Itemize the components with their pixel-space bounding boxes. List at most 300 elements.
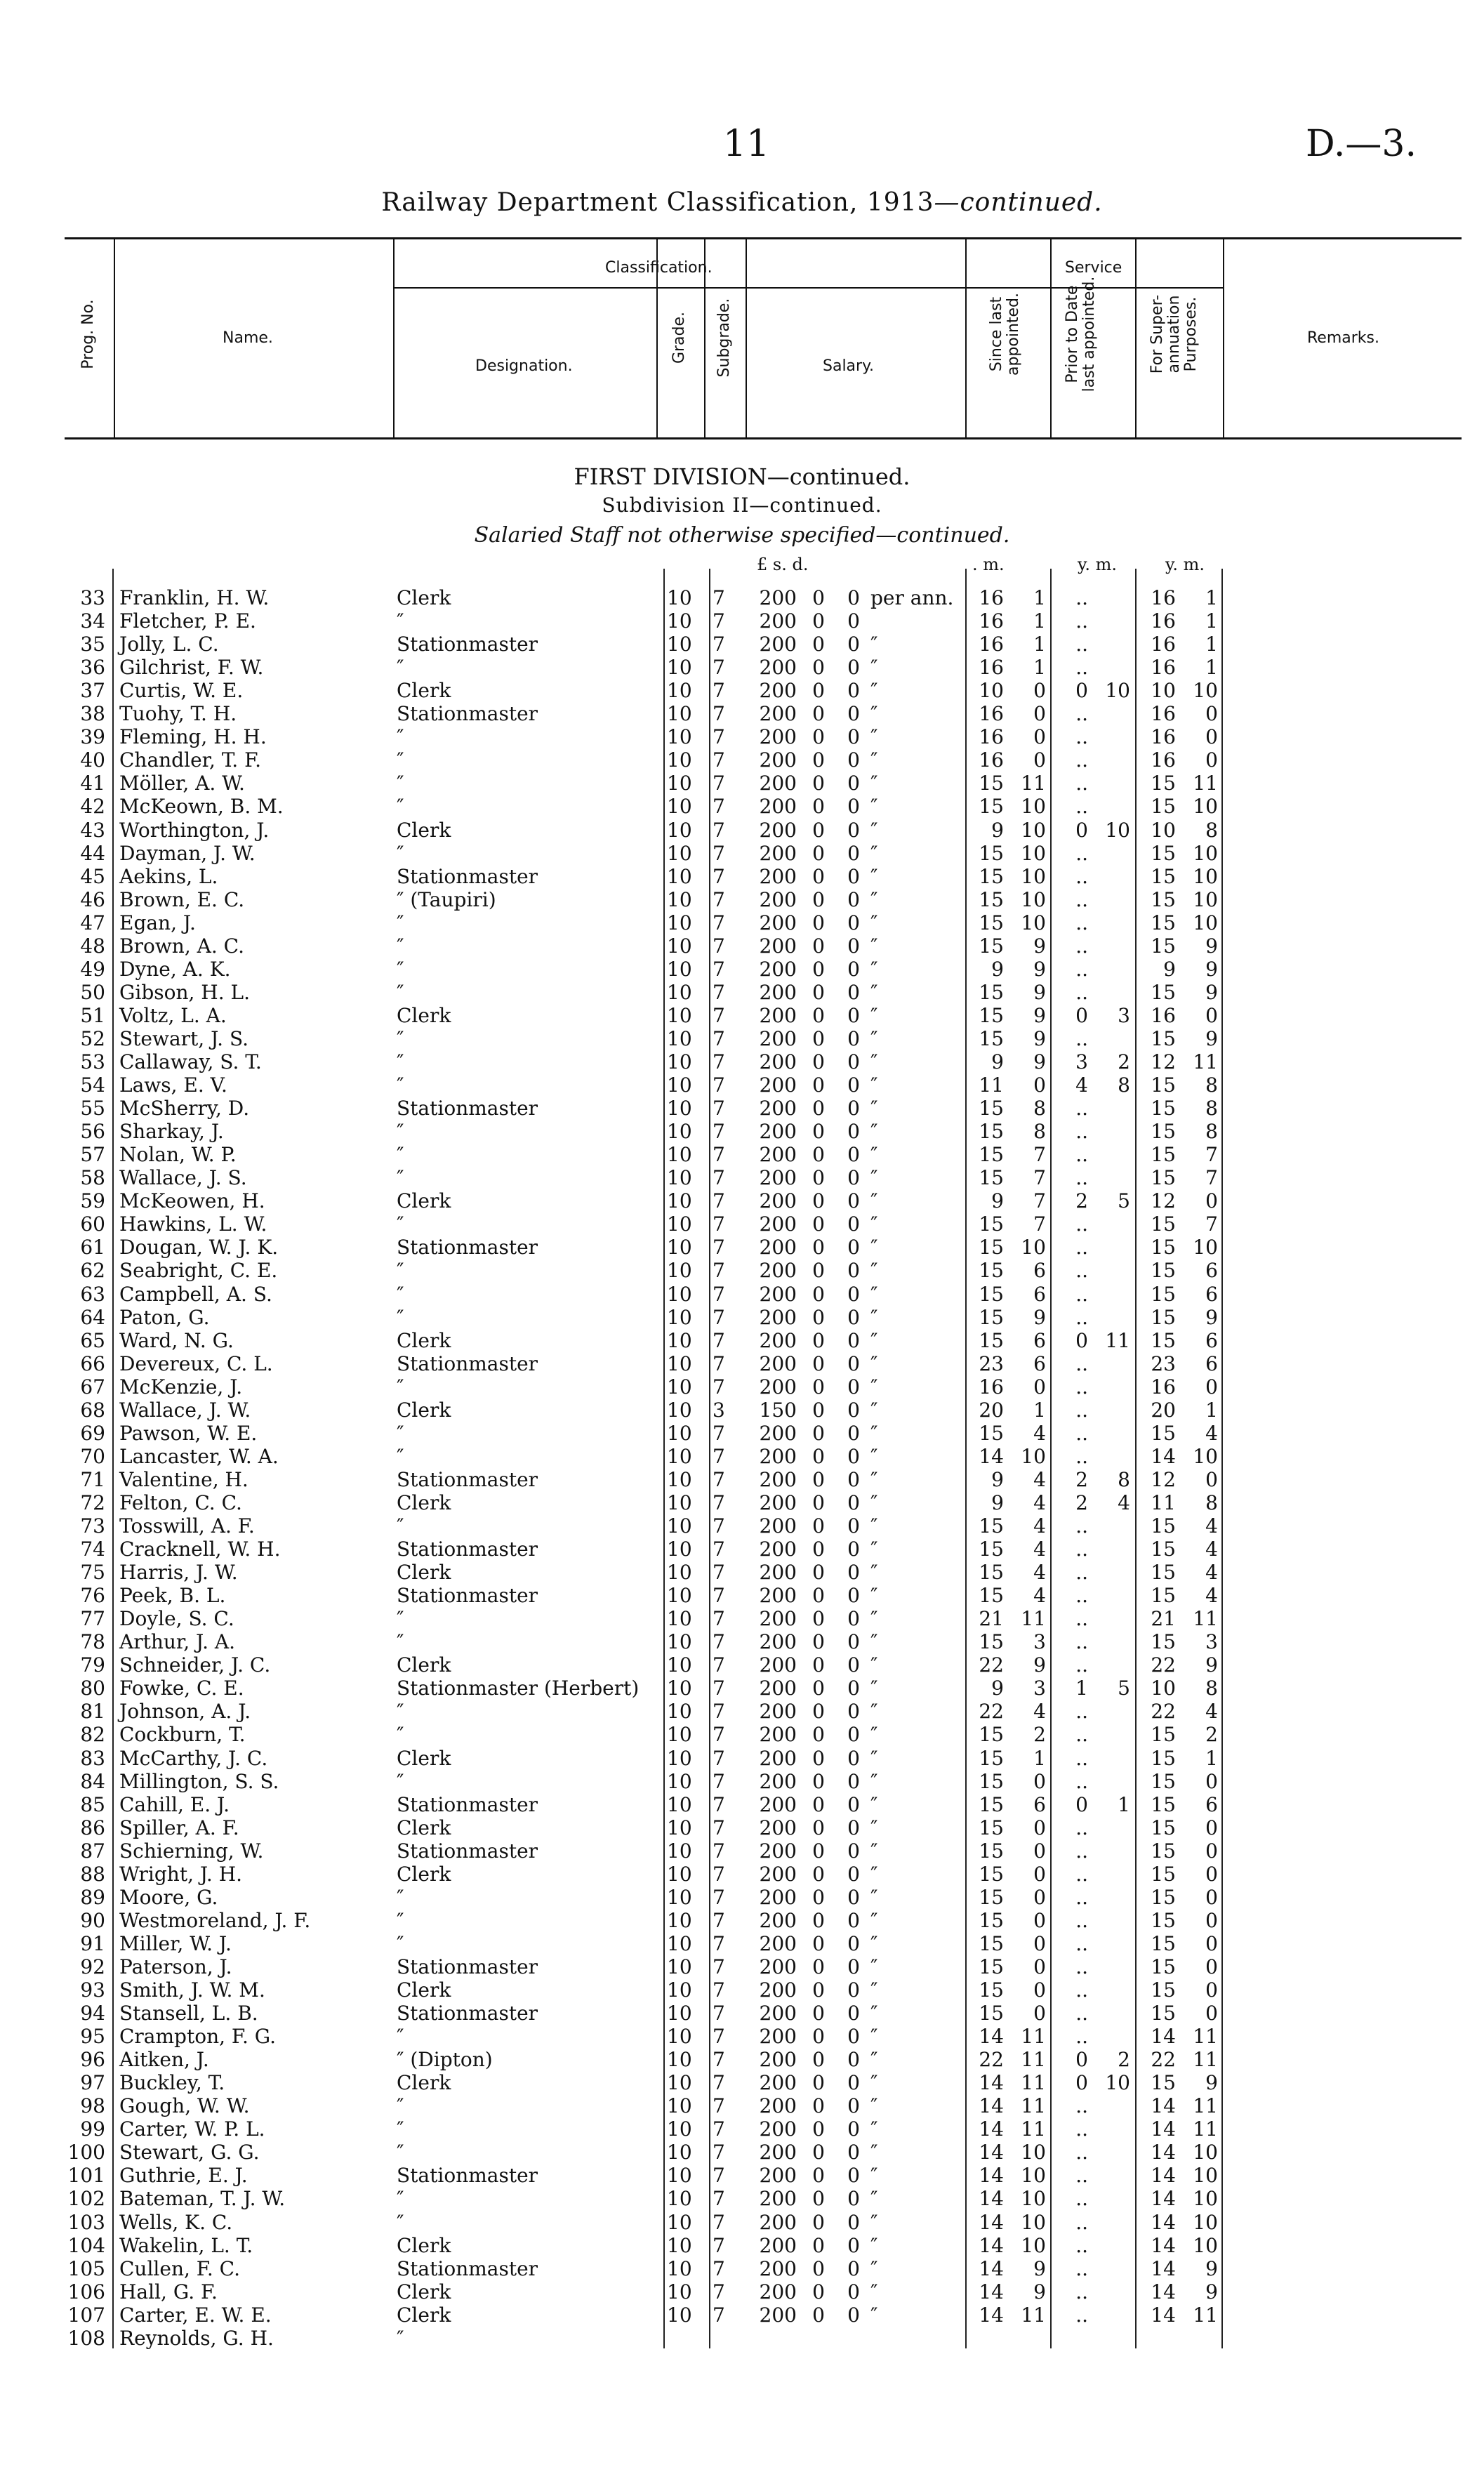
cell-name: Chandler, T. F.	[119, 748, 262, 772]
cell-uy: 15	[1151, 2071, 1176, 2095]
table-row	[0, 1004, 1484, 1027]
cell-prog: 100	[67, 2141, 105, 2164]
cell-pounds: 200	[759, 2233, 797, 2257]
cell-sub: 7	[713, 1120, 725, 1144]
table-row	[0, 2280, 1484, 2303]
cell-prog: 52	[80, 1026, 105, 1050]
cell-per: ″	[870, 2025, 878, 2049]
cell-per: ″	[870, 2210, 878, 2234]
cell-desig: ″	[397, 656, 404, 680]
cell-name: Paton, G.	[119, 1305, 210, 1329]
cell-shill: 0	[812, 957, 825, 981]
table-row	[0, 1352, 1484, 1375]
cell-sm: 4	[1033, 1538, 1046, 1561]
cell-prog: 94	[80, 2002, 105, 2025]
cell-per: ″	[870, 1677, 878, 1700]
cell-pence: 0	[847, 586, 860, 609]
cell-sm: 10	[1021, 887, 1046, 911]
cell-pm: 2	[1118, 2048, 1130, 2072]
cell-grade: 10	[667, 2187, 692, 2211]
table-row	[0, 772, 1484, 795]
cell-pence: 0	[847, 1398, 860, 1422]
cell-sub: 7	[713, 609, 725, 633]
cell-shill: 0	[812, 1097, 825, 1120]
table-row	[0, 1306, 1484, 1329]
cell-desig: ″	[397, 1723, 404, 1747]
cell-pounds: 200	[759, 633, 797, 656]
table-row	[0, 981, 1484, 1004]
table-row	[0, 1863, 1484, 1886]
cell-pence: 0	[847, 2025, 860, 2049]
cell-sy: 9	[991, 957, 1004, 981]
cell-sm: 0	[1033, 1375, 1046, 1399]
cell-pounds: 200	[759, 1700, 797, 1724]
cell-py: ..	[1075, 702, 1088, 726]
cell-sm: 0	[1033, 1769, 1046, 1793]
cell-uy: 21	[1151, 1607, 1176, 1631]
cell-per: ″	[870, 1166, 878, 1190]
table-row	[0, 934, 1484, 958]
cell-sub: 7	[713, 1607, 725, 1631]
cell-pounds: 200	[759, 2164, 797, 2188]
cell-desig: ″	[397, 1282, 404, 1306]
table-row	[0, 1607, 1484, 1630]
cell-grade: 10	[667, 2164, 692, 2188]
cell-prog: 55	[80, 1097, 105, 1120]
cell-um: 8	[1205, 818, 1218, 842]
cell-uy: 22	[1151, 1653, 1176, 1677]
cell-sub: 7	[713, 1073, 725, 1097]
cell-name: Carter, E. W. E.	[119, 2303, 272, 2327]
cell-pence: 0	[847, 1328, 860, 1352]
cell-name: Harris, J. W.	[119, 1561, 238, 1585]
table-row	[0, 1793, 1484, 1816]
cell-grade: 10	[667, 2071, 692, 2095]
cell-name: Peek, B. L.	[119, 1584, 226, 1608]
cell-sy: 23	[979, 1351, 1004, 1375]
cell-pence: 0	[847, 1931, 860, 1955]
cell-prog: 90	[80, 1908, 105, 1932]
cell-sm: 11	[1021, 2025, 1046, 2049]
cell-pence: 0	[847, 1816, 860, 1839]
cell-sy: 15	[979, 887, 1004, 911]
cell-sm: 3	[1033, 1630, 1046, 1654]
cell-name: Worthington, J.	[119, 818, 270, 842]
cell-sm: 0	[1033, 1816, 1046, 1839]
cell-sy: 14	[979, 2025, 1004, 2049]
cell-sy: 14	[979, 2210, 1004, 2234]
cell-grade: 10	[667, 1120, 692, 1144]
cell-grade: 10	[667, 1421, 692, 1445]
cell-pounds: 200	[759, 1538, 797, 1561]
cell-pence: 0	[847, 864, 860, 888]
cell-sub: 7	[713, 980, 725, 1004]
cell-pence: 0	[847, 1955, 860, 1978]
cell-pence: 0	[847, 633, 860, 656]
cell-sy: 14	[979, 2094, 1004, 2118]
cell-desig: ″	[397, 2210, 404, 2234]
cell-grade: 10	[667, 1143, 692, 1167]
table-row	[0, 1468, 1484, 1491]
cell-name: Gilchrist, F. W.	[119, 656, 264, 680]
cell-um: 10	[1193, 2141, 1218, 2164]
cell-py: ..	[1075, 1584, 1088, 1608]
cell-name: Laws, E. V.	[119, 1073, 227, 1097]
cell-sm: 10	[1021, 818, 1046, 842]
cell-uy: 15	[1151, 980, 1176, 1004]
table-row	[0, 1770, 1484, 1793]
cell-per: ″	[870, 1607, 878, 1631]
cell-prog: 48	[80, 934, 105, 958]
cell-sub: 7	[713, 702, 725, 726]
cell-sy: 15	[979, 1746, 1004, 1770]
table-row	[0, 1329, 1484, 1352]
cell-sm: 0	[1033, 1839, 1046, 1863]
cell-uy: 14	[1151, 2117, 1176, 2141]
cell-um: 8	[1205, 1097, 1218, 1120]
cell-um: 1	[1205, 586, 1218, 609]
cell-desig: Stationmaster (Herbert)	[397, 1677, 640, 1700]
cell-grade: 10	[667, 1538, 692, 1561]
cell-shill: 0	[812, 1816, 825, 1839]
cell-prog: 78	[80, 1630, 105, 1654]
cell-sm: 10	[1021, 864, 1046, 888]
cell-sy: 14	[979, 2071, 1004, 2095]
cell-py: ..	[1075, 725, 1088, 749]
cell-pence: 0	[847, 887, 860, 911]
cell-desig: ″	[397, 1630, 404, 1654]
cell-py: ..	[1075, 2210, 1088, 2234]
cell-desig: Stationmaster	[397, 1236, 538, 1260]
cell-um: 9	[1205, 1653, 1218, 1677]
cell-py: ..	[1075, 772, 1088, 795]
cell-um: 10	[1193, 2210, 1218, 2234]
cell-desig: ″ (Dipton)	[397, 2048, 493, 2072]
cell-uy: 15	[1151, 1955, 1176, 1978]
cell-sy: 15	[979, 1885, 1004, 1909]
cell-prog: 80	[80, 1677, 105, 1700]
cell-pence: 0	[847, 1538, 860, 1561]
cell-sub: 7	[713, 2164, 725, 2188]
cell-grade: 10	[667, 679, 692, 703]
cell-grade: 10	[667, 957, 692, 981]
cell-shill: 0	[812, 1236, 825, 1260]
cell-py: ..	[1075, 980, 1088, 1004]
cell-um: 4	[1205, 1514, 1218, 1538]
cell-pounds: 200	[759, 1003, 797, 1027]
cell-um: 0	[1205, 1978, 1218, 2002]
cell-sm: 0	[1033, 1955, 1046, 1978]
cell-pence: 0	[847, 1003, 860, 1027]
cell-prog: 108	[67, 2326, 105, 2350]
cell-pounds: 200	[759, 1931, 797, 1955]
cell-prog: 65	[80, 1328, 105, 1352]
cell-sm: 1	[1033, 1746, 1046, 1770]
cell-grade: 10	[667, 1050, 692, 1073]
table-row	[0, 2117, 1484, 2141]
cell-prog: 46	[80, 887, 105, 911]
cell-name: Fletcher, P. E.	[119, 609, 256, 633]
cell-shill: 0	[812, 1398, 825, 1422]
cell-grade: 10	[667, 818, 692, 842]
cell-py: ..	[1075, 1978, 1088, 2002]
cell-py: ..	[1075, 1723, 1088, 1747]
cell-py: ..	[1075, 795, 1088, 819]
cell-uy: 15	[1151, 1769, 1176, 1793]
table-row	[0, 958, 1484, 981]
cell-sm: 11	[1021, 2117, 1046, 2141]
cell-desig: ″	[397, 1166, 404, 1190]
cell-py: ..	[1075, 1931, 1088, 1955]
cell-py: ..	[1075, 586, 1088, 609]
cell-sm: 9	[1033, 1305, 1046, 1329]
cell-desig: ″	[397, 1073, 404, 1097]
cell-uy: 15	[1151, 1166, 1176, 1190]
subdivision-heading: Subdivision II—continued.	[602, 494, 882, 517]
cell-sub: 7	[713, 1723, 725, 1747]
cell-sm: 0	[1033, 1908, 1046, 1932]
cell-shill: 0	[812, 1561, 825, 1585]
cell-uy: 15	[1151, 1236, 1176, 1260]
cell-shill: 0	[812, 1839, 825, 1863]
cell-per: ″	[870, 864, 878, 888]
cell-um: 10	[1193, 2187, 1218, 2211]
cell-shill: 0	[812, 1120, 825, 1144]
cell-grade: 10	[667, 2117, 692, 2141]
cell-name: Schierning, W.	[119, 1839, 264, 1863]
cell-py: 0	[1075, 1792, 1088, 1816]
cell-pm: 5	[1118, 1189, 1130, 1213]
cell-um: 1	[1205, 1746, 1218, 1770]
cell-sub: 7	[713, 1003, 725, 1027]
cell-name: Tosswill, A. F.	[119, 1514, 255, 1538]
prior-units: y. m.	[1078, 555, 1118, 574]
cell-grade: 10	[667, 1189, 692, 1213]
table-row	[0, 1422, 1484, 1445]
cell-sy: 15	[979, 1097, 1004, 1120]
cell-prog: 102	[67, 2187, 105, 2211]
cell-pence: 0	[847, 1561, 860, 1585]
cell-py: ..	[1075, 1212, 1088, 1236]
cell-py: ..	[1075, 934, 1088, 958]
cell-desig: ″	[397, 1700, 404, 1724]
cell-sub: 7	[713, 1561, 725, 1585]
cell-pence: 0	[847, 1746, 860, 1770]
cell-pence: 0	[847, 2303, 860, 2327]
cell-desig: ″	[397, 980, 404, 1004]
cell-shill: 0	[812, 609, 825, 633]
cell-um: 7	[1205, 1166, 1218, 1190]
cell-py: ..	[1075, 1026, 1088, 1050]
cell-per: ″	[870, 748, 878, 772]
cell-pounds: 200	[759, 1259, 797, 1283]
cell-sy: 15	[979, 864, 1004, 888]
cell-shill: 0	[812, 1607, 825, 1631]
cell-per: ″	[870, 1050, 878, 1073]
cell-shill: 0	[812, 1003, 825, 1027]
cell-sm: 4	[1033, 1421, 1046, 1445]
cell-py: 3	[1075, 1050, 1088, 1073]
cell-name: Bateman, T. J. W.	[119, 2187, 286, 2211]
cell-sm: 10	[1021, 2233, 1046, 2257]
header-divider	[746, 239, 747, 437]
cell-uy: 11	[1151, 1490, 1176, 1514]
salary-units: £ s. d.	[757, 555, 809, 574]
table-row	[0, 1073, 1484, 1097]
cell-pence: 0	[847, 1421, 860, 1445]
table-row	[0, 2002, 1484, 2025]
cell-prog: 84	[80, 1769, 105, 1793]
cell-py: ..	[1075, 1282, 1088, 1306]
cell-pounds: 200	[759, 1630, 797, 1654]
table-row	[0, 1514, 1484, 1538]
cell-grade: 10	[667, 1282, 692, 1306]
cell-pence: 0	[847, 1584, 860, 1608]
cell-grade: 10	[667, 1259, 692, 1283]
cell-desig: ″	[397, 1143, 404, 1167]
cell-shill: 0	[812, 1375, 825, 1399]
cell-pence: 0	[847, 1653, 860, 1677]
cell-grade: 10	[667, 864, 692, 888]
cell-name: Wells, K. C.	[119, 2210, 233, 2234]
cell-sub: 7	[713, 2141, 725, 2164]
cell-py: ..	[1075, 1607, 1088, 1631]
cell-sub: 3	[713, 1398, 725, 1422]
cell-per: ″	[870, 1978, 878, 2002]
cell-grade: 10	[667, 2233, 692, 2257]
cell-um: 10	[1193, 1444, 1218, 1468]
cell-per: ″	[870, 1421, 878, 1445]
cell-grade: 10	[667, 1467, 692, 1491]
cell-grade: 10	[667, 1607, 692, 1631]
cell-sy: 10	[979, 679, 1004, 703]
cell-shill: 0	[812, 2002, 825, 2025]
cell-sy: 15	[979, 1514, 1004, 1538]
cell-py: ..	[1075, 1885, 1088, 1909]
cell-sy: 15	[979, 1166, 1004, 1190]
cell-name: Stewart, G. G.	[119, 2141, 260, 2164]
cell-um: 6	[1205, 1792, 1218, 1816]
cell-per: ″	[870, 911, 878, 934]
cell-pence: 0	[847, 1212, 860, 1236]
cell-pence: 0	[847, 841, 860, 865]
cell-sm: 10	[1021, 2187, 1046, 2211]
cell-pounds: 200	[759, 795, 797, 819]
cell-sm: 10	[1021, 1236, 1046, 1260]
cell-sub: 7	[713, 1816, 725, 1839]
table-row	[0, 1143, 1484, 1166]
cell-sm: 1	[1033, 656, 1046, 680]
cell-sy: 9	[991, 1677, 1004, 1700]
cell-pounds: 200	[759, 1097, 797, 1120]
cell-prog: 62	[80, 1259, 105, 1283]
cell-name: Guthrie, E. J.	[119, 2164, 248, 2188]
table-row	[0, 2187, 1484, 2210]
cell-pounds: 200	[759, 2094, 797, 2118]
cell-shill: 0	[812, 1328, 825, 1352]
cell-sy: 15	[979, 1421, 1004, 1445]
cell-sub: 7	[713, 957, 725, 981]
cell-name: Smith, J. W. M.	[119, 1978, 265, 2002]
cell-sy: 15	[979, 980, 1004, 1004]
cell-sy: 16	[979, 1375, 1004, 1399]
table-row	[0, 1491, 1484, 1514]
cell-py: ..	[1075, 1375, 1088, 1399]
cell-prog: 41	[80, 772, 105, 795]
table-row	[0, 1653, 1484, 1677]
cell-pounds: 200	[759, 1467, 797, 1491]
cell-sub: 7	[713, 2303, 725, 2327]
cell-name: Tuohy, T. H.	[119, 702, 237, 726]
cell-sy: 15	[979, 1769, 1004, 1793]
table-row	[0, 1375, 1484, 1399]
table-row	[0, 2141, 1484, 2164]
cell-sm: 4	[1033, 1561, 1046, 1585]
cell-prog: 36	[80, 656, 105, 680]
cell-pounds: 200	[759, 1050, 797, 1073]
header-for-super: For Super-annuation Purposes.	[1148, 294, 1200, 374]
cell-shill: 0	[812, 1143, 825, 1167]
cell-py: ..	[1075, 1862, 1088, 1886]
cell-name: Sharkay, J.	[119, 1120, 224, 1144]
cell-py: 0	[1075, 1328, 1088, 1352]
title-main: Railway Department Classification, 1913	[381, 188, 934, 217]
cell-name: McKenzie, J.	[119, 1375, 243, 1399]
cell-name: Callaway, S. T.	[119, 1050, 262, 1073]
cell-pounds: 200	[759, 1816, 797, 1839]
header-salary: Salary.	[823, 357, 874, 375]
cell-prog: 71	[80, 1467, 105, 1491]
cell-sm: 0	[1033, 1978, 1046, 2002]
cell-pounds: 200	[759, 1769, 797, 1793]
cell-py: ..	[1075, 2187, 1088, 2211]
cell-desig: ″	[397, 1607, 404, 1631]
cell-prog: 73	[80, 1514, 105, 1538]
cell-sy: 15	[979, 772, 1004, 795]
cell-uy: 15	[1151, 1561, 1176, 1585]
cell-name: Jolly, L. C.	[119, 633, 219, 656]
table-row	[0, 1120, 1484, 1143]
cell-pence: 0	[847, 1839, 860, 1863]
cell-grade: 10	[667, 1584, 692, 1608]
cell-sm: 4	[1033, 1514, 1046, 1538]
cell-grade: 10	[667, 586, 692, 609]
document-reference: D.—3.	[1306, 123, 1417, 165]
cell-prog: 106	[67, 2280, 105, 2303]
cell-pence: 0	[847, 725, 860, 749]
cell-pence: 0	[847, 1769, 860, 1793]
cell-shill: 0	[812, 586, 825, 609]
cell-prog: 68	[80, 1398, 105, 1422]
cell-pounds: 200	[759, 2187, 797, 2211]
cell-uy: 15	[1151, 841, 1176, 865]
table-row	[0, 725, 1484, 748]
cell-desig: Stationmaster	[397, 1584, 538, 1608]
cell-uy: 14	[1151, 2094, 1176, 2118]
cell-name: Dayman, J. W.	[119, 841, 256, 865]
header-prog-no: Prog. No.	[79, 299, 97, 369]
staff-heading: Salaried Staff not otherwise specified—continued.	[474, 523, 1010, 548]
cell-sm: 9	[1033, 934, 1046, 958]
cell-name: Dougan, W. J. K.	[119, 1236, 279, 1260]
cell-um: 0	[1205, 1955, 1218, 1978]
cell-grade: 10	[667, 980, 692, 1004]
cell-per: ″	[870, 795, 878, 819]
cell-um: 9	[1205, 2071, 1218, 2095]
cell-sy: 15	[979, 1816, 1004, 1839]
cell-pence: 0	[847, 702, 860, 726]
cell-sy: 14	[979, 2141, 1004, 2164]
